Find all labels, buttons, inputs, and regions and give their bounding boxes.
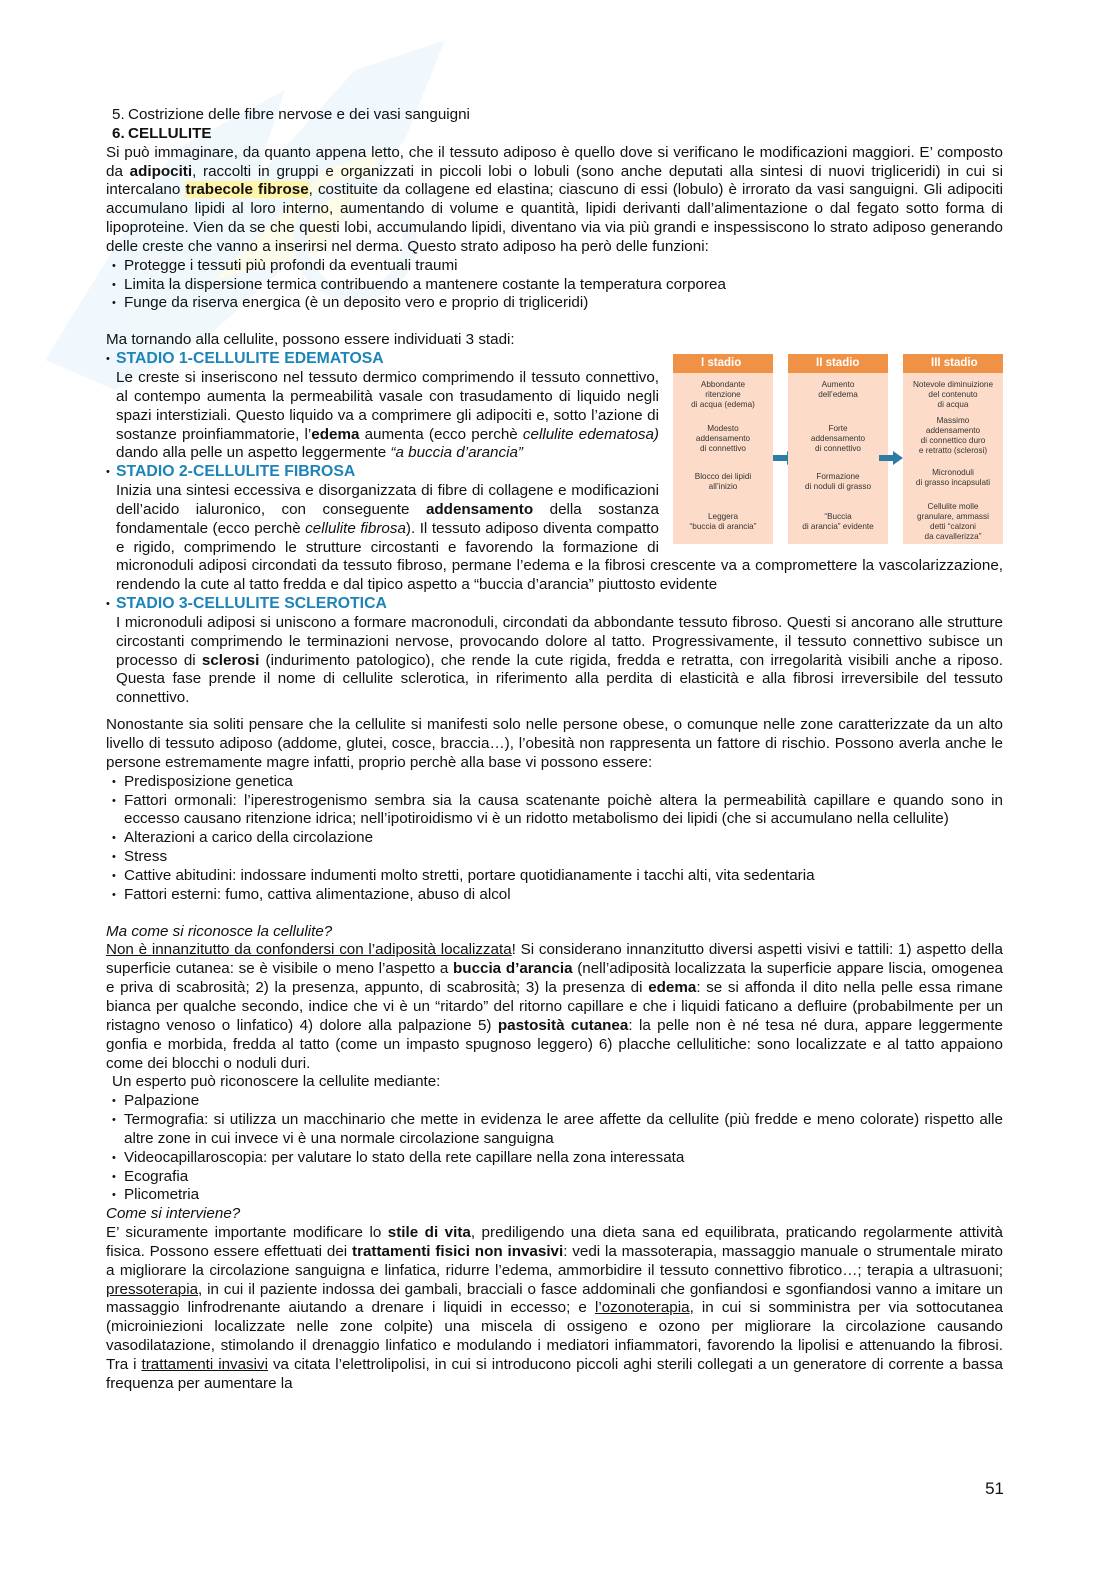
stage-1-text: Le creste si inseriscono nel tessuto dermico comprimendo il tessuto connettivo, al contempo aumenta la permeabilità vasale con trasudamento di liquido negli spazi interstiziali. Questo liquido va a comprimere gli adipociti e, sotto l’azione di sostanze proinfiammatorie, l’edema aumenta (ecco perchè cellulite edematosa) dando alla pelle un aspetto leggermente “a buccia d’arancia” — [116, 368, 659, 462]
list-item: • Plicometria — [106, 1186, 1003, 1205]
stage-cell: Leggera “buccia di arancia” — [689, 512, 757, 532]
list-item: • Fattori esterni: fumo, cattiva alimentazione, abuso di alcol — [106, 886, 1003, 905]
stage-column-header: III stadio — [903, 354, 1003, 373]
stage-cell: Forte addensamento di connettivo — [810, 424, 866, 454]
stages-figure — [673, 350, 1003, 546]
list-item: • Predisposizione genetica — [106, 773, 1003, 792]
stage-cell: Abbondante ritenzione di acqua (edema) — [691, 380, 755, 410]
stage-cell: “Buccia di arancia” evidente — [802, 512, 874, 532]
stages-intro: Ma tornando alla cellulite, possono essere individuati 3 stadi: — [106, 331, 515, 349]
stage-1-heading: • STADIO 1-CELLULITE EDEMATOSA — [106, 350, 1003, 369]
list-item: • Limita la dispersione termica contribuendo a mantenere costante la temperatura corporea — [106, 276, 1003, 295]
list-item: • Cattive abitudini: indossare indumenti molto stretti, portare quotidianamente i tacchi alti, vita sedentaria — [106, 867, 1003, 886]
recognize-heading: Ma come si riconosce la cellulite? — [106, 922, 333, 940]
list-item-5: 5. Costrizione delle fibre nervose e dei vasi sanguigni — [112, 106, 470, 123]
paragraph-treatment: E’ sicuramente importante modificare lo stile di vita, prediligendo una dieta sana ed equilibrata, praticando regolarmente attività fisica. Possono essere effettuati dei trattamenti fisici non invasivi: vedi la massoterapia, massaggio manuale o strumentale mirato a migliorare la circolazione sanguigna e linfatica, ridurre l’edema, ammorbidire il tessuto connettivo fibrotico…; terapia a ultrasuoni; pressoterapia, in cui il paziente indossa dei gambali, bracciali o fasce addominali che gonfiandosi e sgonfiandosi vanno a imitare un massaggio linfrodrenante aiutando a drenare i liquidi in eccesso; e l’ozonoterapia, in cui si somministra per via sottocutanea (microiniezioni localizzate nelle zone colpite) una miscela di ossigeno e ozono per migliorare la circolazione causando vasodilatazione, stimolando il drenaggio linfatico e modulando i mediatori infiammatori, favorendo la lipolisi e attenuando la fibrosi. Tra i trattamenti invasivi va citata l’elettrolipolisi, in cui si introducono piccoli aghi sterili collegati a un generatore di corrente a bassa frequenza per aumentare la — [106, 1224, 1004, 1392]
page-number: 51 — [985, 1479, 1004, 1498]
stage-column-header: II stadio — [788, 354, 888, 373]
stage-3-heading: • STADIO 3-CELLULITE SCLEROTICA — [106, 595, 1003, 614]
stage-3-text: I micronoduli adiposi si uniscono a formare macronoduli, circondati da abbondante tessuto fibroso. Questi si ancorano alle strutture circostanti comprimendo le terminazioni nervose, provocando dolore al tatto. Progressivamente, il tessuto connettivo subisce un processo di sclerosi (indurimento patologico), che rende la cute rigida, fredda e retratta, con irregolarità visibili anche a riposo. Questa fase prende il nome di cellulite sclerotica, in riferimento alla perdita di elasticità e alla fibrosi irreversibile del tessuto connettivo. — [116, 613, 1003, 707]
section-heading-cellulite: 6. CELLULITE — [112, 124, 212, 142]
paragraph-tessuto-adiposo: Si può immaginare, da quanto appena letto, che il tessuto adiposo è quello dove si verificano le modificazioni maggiori. E’ composto da adipociti, raccolti in gruppi e organizzati in piccoli lobi o lobuli (sono anche deputati alla sintesi di nuovi trigliceridi) in cui si intercalano trabecole fibrose, costituite da collagene ed elastina; ciascuno di essi (lobulo) è irrorato da vasi sanguigni. Gli adipociti accumulano lipidi al loro interno, aumentando di volume e quantità, lipidi derivanti dall’alimentazione o dal fegato sotto forma di lipoproteine. Vien da se che questi lobi, accumulando lipidi, diventano via via più grandi e inspessiscono lo strato adiposo generando delle creste che vanno a inserirsi nel derma. Questo strato adiposo ha però delle funzioni: — [106, 143, 1003, 255]
list-item: • Videocapillaroscopia: per valutare lo stato della rete capillare nella zona interessata — [106, 1149, 1003, 1168]
list-item: • Alterazioni a carico della circolazione — [106, 829, 1003, 848]
stage-column-header: I stadio — [673, 354, 773, 373]
stage-cell: Massimo addensamento di connettico duro e retratto (sclerosi) — [918, 416, 988, 456]
list-item: • Funge da riserva energica (è un deposito vero e proprio di trigliceridi) — [106, 294, 1003, 313]
stage-2-heading: • STADIO 2-CELLULITE FIBROSA — [106, 463, 1003, 482]
list-item: • Protegge i tessuti più profondi da eventuali traumi — [106, 257, 1003, 276]
list-item: • Fattori ormonali: l’iperestrogenismo sembra sia la causa scatenante poichè altera la permeabilità capillare e quando sono in eccesso causano ritenzione idrica; nell’ipotiroidismo vi è un ridotto metabolismo dei lipidi (che si accumulano nella cellulite) — [106, 792, 1003, 830]
stage-2-text: Inizia una sintesi eccessiva e disorganizzata di fibre di collagene e modificazioni dell’acido ialuronico, con conseguente addensamento della sostanza fondamentale (ecco perchè cellulite fibrosa). Il tessuto adiposo diventa compatto e rigido, comprimendo le strutture circostanti e favorendo la formazione di micronoduli adiposi circondati da tessuto fibroso, permane l’edema e la fibrosi crescente va a compromettere la vascolarizzazione, rendendo la cute al tatto fredda e dal tipico aspetto a “buccia d’arancia” piuttosto evidente — [116, 482, 1003, 594]
stage-cell: Modesto addensamento di connettivo — [695, 424, 751, 454]
expert-line: Un esperto può riconoscere la cellulite mediante: — [112, 1073, 441, 1091]
stage-cell: Aumento dell’edema — [818, 380, 858, 400]
stage-cell: Formazione di noduli di grasso — [805, 472, 871, 492]
stage-column-2 — [788, 354, 888, 544]
list-item: • Palpazione — [106, 1092, 1003, 1111]
stage-column-1 — [673, 354, 773, 544]
list-item: • Stress — [106, 848, 1003, 867]
treatment-heading: Come si interviene? — [106, 1205, 241, 1223]
stage-column-3 — [903, 354, 1003, 544]
stage-cell: Micronoduli di grasso incapsulati — [915, 468, 991, 488]
paragraph-causes: Nonostante sia soliti pensare che la cellulite si manifesti solo nelle persone obese, o comunque nelle zone caratterizzate da un alto livello di tessuto adiposo (addome, glutei, cosce, braccia…), l’obesità non rappresenta un fattore di rischio. Possono averla anche le persone estremamente magre infatti, proprio perchè alla base vi possono essere: — [106, 716, 1003, 771]
paragraph-recognize: Non è innanzitutto da confondersi con l’adiposità localizzata! Si considerano innanzitutto diversi aspetti visivi e tattili: 1) aspetto della superficie cutanea: se è visibile o meno l’aspetto a buccia d’arancia (nell’adiposità localizzata la superficie appare liscia, omogenea e priva di scabrosità; 2) la presenza, appunto, di scabrosità; 3) la presenza di edema: se si affonda il dito nella pelle essa rimane bianca per qualche secondo, indice che vi è un “ritardo” del ritorno capillare e che i liquidi faticano a defluire (probabilmente per un ristagno venoso o linfatico) 4) dolore alla palpazione 5) pastosità cutanea: la pelle non è né tesa né dura, appare leggermente gonfia e morbida, fredda al tatto (come un impasto spugnoso leggero) 6) placche cellulitiche: sono localizzate e al tatto appaiono come dei blocchi o noduli duri. — [106, 941, 1003, 1072]
list-item: • Termografia: si utilizza un macchinario che mette in evidenza le aree affette da cellulite (più fredde e meno colorate) rispetto alle altre zone in cui invece vi è una normale circolazione sanguigna — [106, 1111, 1003, 1149]
page-content — [106, 106, 1003, 1394]
stage-cell: Blocco dei lipidi all’inizio — [694, 472, 752, 492]
stage-cell: Notevole diminuizione del contenuto di acqua — [912, 380, 994, 410]
stage-cell: Cellulite molle granulare, ammassi detti “calzoni da cavallerizza” — [917, 502, 989, 542]
list-item: • Ecografia — [106, 1168, 1003, 1187]
